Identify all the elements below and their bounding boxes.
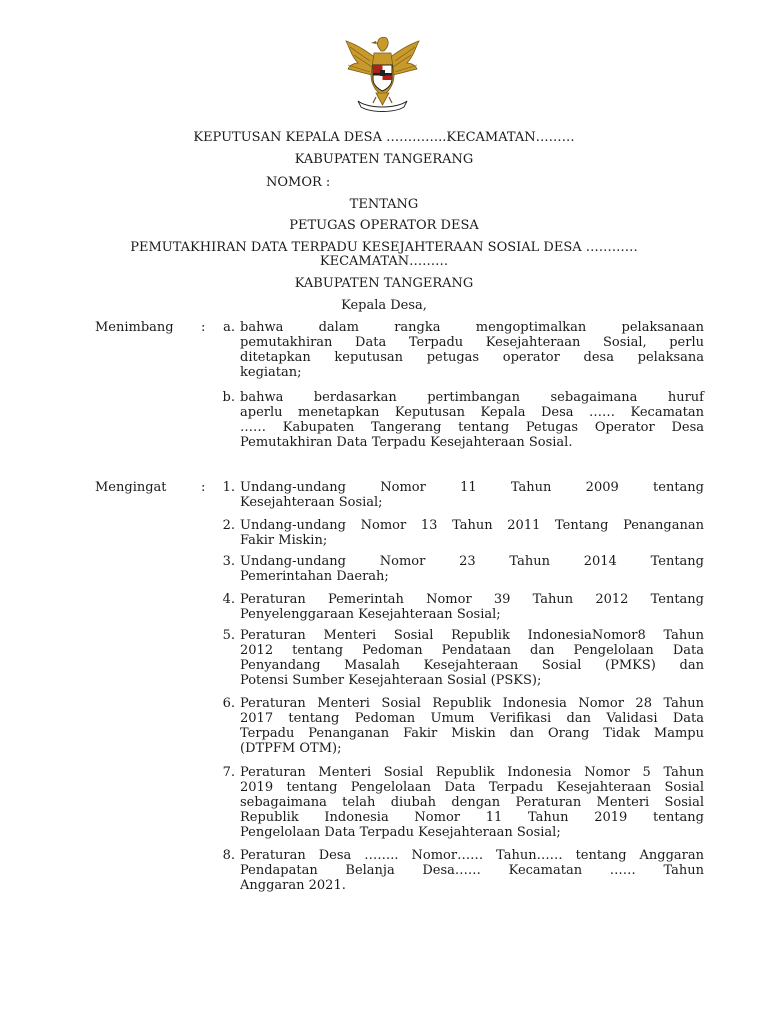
mengingat-item-line: Undang-undang Nomor 23 Tahun 2014 Tentang xyxy=(240,554,704,569)
mengingat-item-mark: 3. xyxy=(222,554,235,569)
mengingat-item-line: Pengelolaan Data Terpadu Kesejahteraan Sosial; xyxy=(240,825,561,840)
garuda-emblem-icon xyxy=(340,35,425,115)
mengingat-item-line: Pendapatan Belanja Desa…… Kecamatan …… Tahun xyxy=(240,863,704,878)
menimbang-item-line: …… Kabupaten Tangerang tentang Petugas Operator Desa xyxy=(240,420,704,435)
mengingat-item-mark: 6. xyxy=(222,696,235,711)
mengingat-label: Mengingat xyxy=(95,480,167,495)
mengingat-item-line: 2019 tentang Pengelolaan Data Terpadu Kesejahteraan Sosial xyxy=(240,780,704,795)
mengingat-item-mark: 8. xyxy=(222,848,235,863)
menimbang-colon: : xyxy=(201,320,206,335)
mengingat-item-line: Terpadu Penanganan Fakir Miskin dan Orang Tidak Mampu xyxy=(240,726,704,741)
tentang-label: TENTANG xyxy=(349,197,419,212)
decree-title: PETUGAS OPERATOR DESA xyxy=(289,218,479,233)
mengingat-colon: : xyxy=(201,480,206,495)
mengingat-item-line: Undang-undang Nomor 11 Tahun 2009 tentang xyxy=(240,480,704,495)
mengingat-item-line: 2017 tentang Pedoman Umum Verifikasi dan Validasi Data xyxy=(240,711,704,726)
regency-name: KABUPATEN TANGERANG xyxy=(294,152,474,167)
mengingat-item-mark: 7. xyxy=(222,765,235,780)
mengingat-item-line: (DTPFM OTM); xyxy=(240,741,342,756)
mengingat-item-mark: 2. xyxy=(222,518,235,533)
mengingat-item-line: Peraturan Menteri Sosial Republik Indonesia Nomor 28 Tahun xyxy=(240,696,704,711)
mengingat-item-line: Potensi Sumber Kesejahteraan Sosial (PSKS); xyxy=(240,673,542,688)
menimbang-item-mark: a. xyxy=(223,320,235,335)
mengingat-item-mark: 1. xyxy=(222,480,235,495)
menimbang-item-mark: b. xyxy=(222,390,235,405)
mengingat-item-line: Pemerintahan Daerah; xyxy=(240,569,389,584)
menimbang-label: Menimbang xyxy=(95,320,174,335)
menimbang-item-line: bahwa berdasarkan pertimbangan sebagaimana huruf xyxy=(240,390,704,405)
menimbang-item-line: aperlu menetapkan Keputusan Kepala Desa …… Kecamatan xyxy=(240,405,704,420)
menimbang-item-line: bahwa dalam rangka mengoptimalkan pelaksanaan xyxy=(240,320,704,335)
mengingat-item-line: Kesejahteraan Sosial; xyxy=(240,495,383,510)
menimbang-item-line: kegiatan; xyxy=(240,365,302,380)
decree-subtitle-line1: PEMUTAKHIRAN DATA TERPADU KESEJAHTERAAN SOSIAL DESA ………… xyxy=(130,240,638,255)
decree-number-label: NOMOR : xyxy=(266,175,331,190)
mengingat-item-line: Fakir Miskin; xyxy=(240,533,328,548)
mengingat-item-mark: 5. xyxy=(222,628,235,643)
issuer-label: Kepala Desa, xyxy=(341,298,427,313)
mengingat-item-line: sebagaimana telah diubah dengan Peraturan Menteri Sosial xyxy=(240,795,704,810)
mengingat-item-line: Peraturan Menteri Sosial Republik IndonesiaNomor8 Tahun xyxy=(240,628,704,643)
mengingat-item-line: Peraturan Desa …….. Nomor…… Tahun…… tentang Anggaran xyxy=(240,848,704,863)
mengingat-item-line: Republik Indonesia Nomor 11 Tahun 2019 tentang xyxy=(240,810,704,825)
mengingat-item-line: Penyelenggaraan Kesejahteraan Sosial; xyxy=(240,607,501,622)
mengingat-item-line: Peraturan Menteri Sosial Republik Indonesia Nomor 5 Tahun xyxy=(240,765,704,780)
mengingat-item-line: Penyandang Masalah Kesejahteraan Sosial (PMKS) dan xyxy=(240,658,704,673)
mengingat-item-line: Undang-undang Nomor 13 Tahun 2011 Tentang Penanganan xyxy=(240,518,704,533)
mengingat-item-line: Anggaran 2021. xyxy=(240,878,346,893)
regency-name-2: KABUPATEN TANGERANG xyxy=(294,276,474,291)
mengingat-item-mark: 4. xyxy=(222,592,235,607)
mengingat-item-line: 2012 tentang Pedoman Pendataan dan Pengelolaan Data xyxy=(240,643,704,658)
decree-heading: KEPUTUSAN KEPALA DESA …………..KECAMATAN……… xyxy=(193,130,575,145)
menimbang-item-line: pemutakhiran Data Terpadu Kesejahteraan Sosial, perlu xyxy=(240,335,704,350)
menimbang-item-line: ditetapkan keputusan petugas operator desa pelaksana xyxy=(240,350,704,365)
mengingat-item-line: Peraturan Pemerintah Nomor 39 Tahun 2012 Tentang xyxy=(240,592,704,607)
menimbang-item-line: Pemutakhiran Data Terpadu Kesejahteraan Sosial. xyxy=(240,435,573,450)
decree-subtitle-line2: KECAMATAN……… xyxy=(319,254,449,269)
